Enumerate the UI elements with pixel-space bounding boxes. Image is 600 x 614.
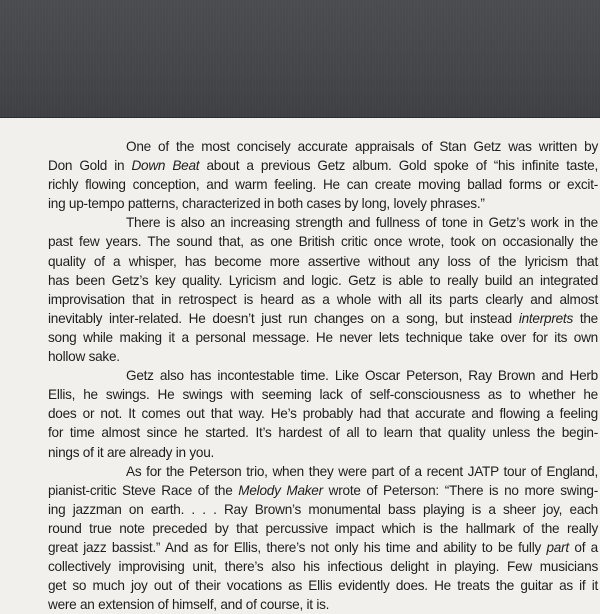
paragraph-4: [48, 462, 598, 614]
dark-header-band: [0, 0, 600, 117]
text-line: round true note preceded by that percussive impact which is the hallmark of the really: [48, 520, 598, 536]
emphasis-text: interprets: [518, 310, 573, 326]
publication-title: Down Beat: [131, 158, 200, 174]
text-line: nings of it are already in you.: [48, 444, 215, 460]
text-line: were an extension of himself, and of course, it is.: [48, 597, 330, 613]
text-line: quality of a whisper, has become more assertive without any loss of the lyricism that: [48, 253, 598, 269]
text-line: Ellis, he swings. He swings with seeming lack of self-consciousness as to whether he: [48, 387, 598, 403]
text-line: has been Getz’s key quality. Lyricism and logic. Getz is able to really build an integrated: [48, 272, 598, 288]
text-line: One of the most concisely accurate appraisals of Stan Getz was written by: [126, 139, 598, 154]
paragraph-2: [48, 213, 598, 366]
emphasis-text: part: [546, 539, 569, 555]
text-line: collectively improvising unit, there’s also his infectious delight in playing. Few musicians: [48, 559, 598, 575]
text-line: great jazz bassist.” And as for Ellis, there’s not only his time and ability to be fully part of a: [48, 539, 598, 555]
text-line: Don Gold in Down Beat about a previous Getz album. Gold spoke of “his infinite taste,: [48, 158, 598, 174]
text-line: There is also an increasing strength and fullness of tone in Getz’s work in the: [126, 215, 598, 231]
text-line: richly flowing conception, and warm feeling. He can create moving ballad forms or excit-: [48, 177, 598, 193]
text-line: inevitably inter-related. He doesn’t just run changes on a song, but instead interprets the: [48, 310, 598, 326]
text-line: ing jazzman on earth. . . . Ray Brown’s monumental bass playing is a sheer joy, each: [48, 501, 598, 517]
text-line: for time almost since he started. It’s hardest of all to learn that quality unless the begin-: [48, 425, 598, 441]
text-line: past few years. The sound that, as one British critic once wrote, took on occasionally the: [48, 234, 598, 250]
text-line: does or not. It comes out that way. He’s probably had that accurate and flowing a feeling: [48, 406, 598, 422]
text-line: hollow sake.: [48, 349, 120, 365]
text-line: song while making it a personal message. He never lets technique take over for its own: [48, 329, 598, 345]
text-line: ing up-tempo patterns, characterized in both cases by long, lovely phrases.”: [48, 196, 485, 212]
text-line: Getz also has incontestable time. Like Oscar Peterson, Ray Brown and Herb: [126, 368, 598, 384]
text-line: get so much joy out of their vocations as Ellis evidently does. He treats the guitar as if it: [48, 578, 598, 594]
band-divider: [0, 117, 600, 118]
text-line: pianist-critic Steve Race of the Melody Maker wrote of Peterson: “There is no more swing-: [48, 482, 598, 498]
text-line: improvisation that in retrospect is heard as a whole with all its parts clearly and almost: [48, 291, 598, 307]
publication-title: Melody Maker: [238, 482, 323, 498]
paragraph-1: [48, 137, 598, 213]
liner-notes-text: [48, 137, 598, 614]
text-line: As for the Peterson trio, when they were part of a recent JATP tour of England,: [126, 463, 598, 479]
paragraph-3: [48, 366, 598, 461]
